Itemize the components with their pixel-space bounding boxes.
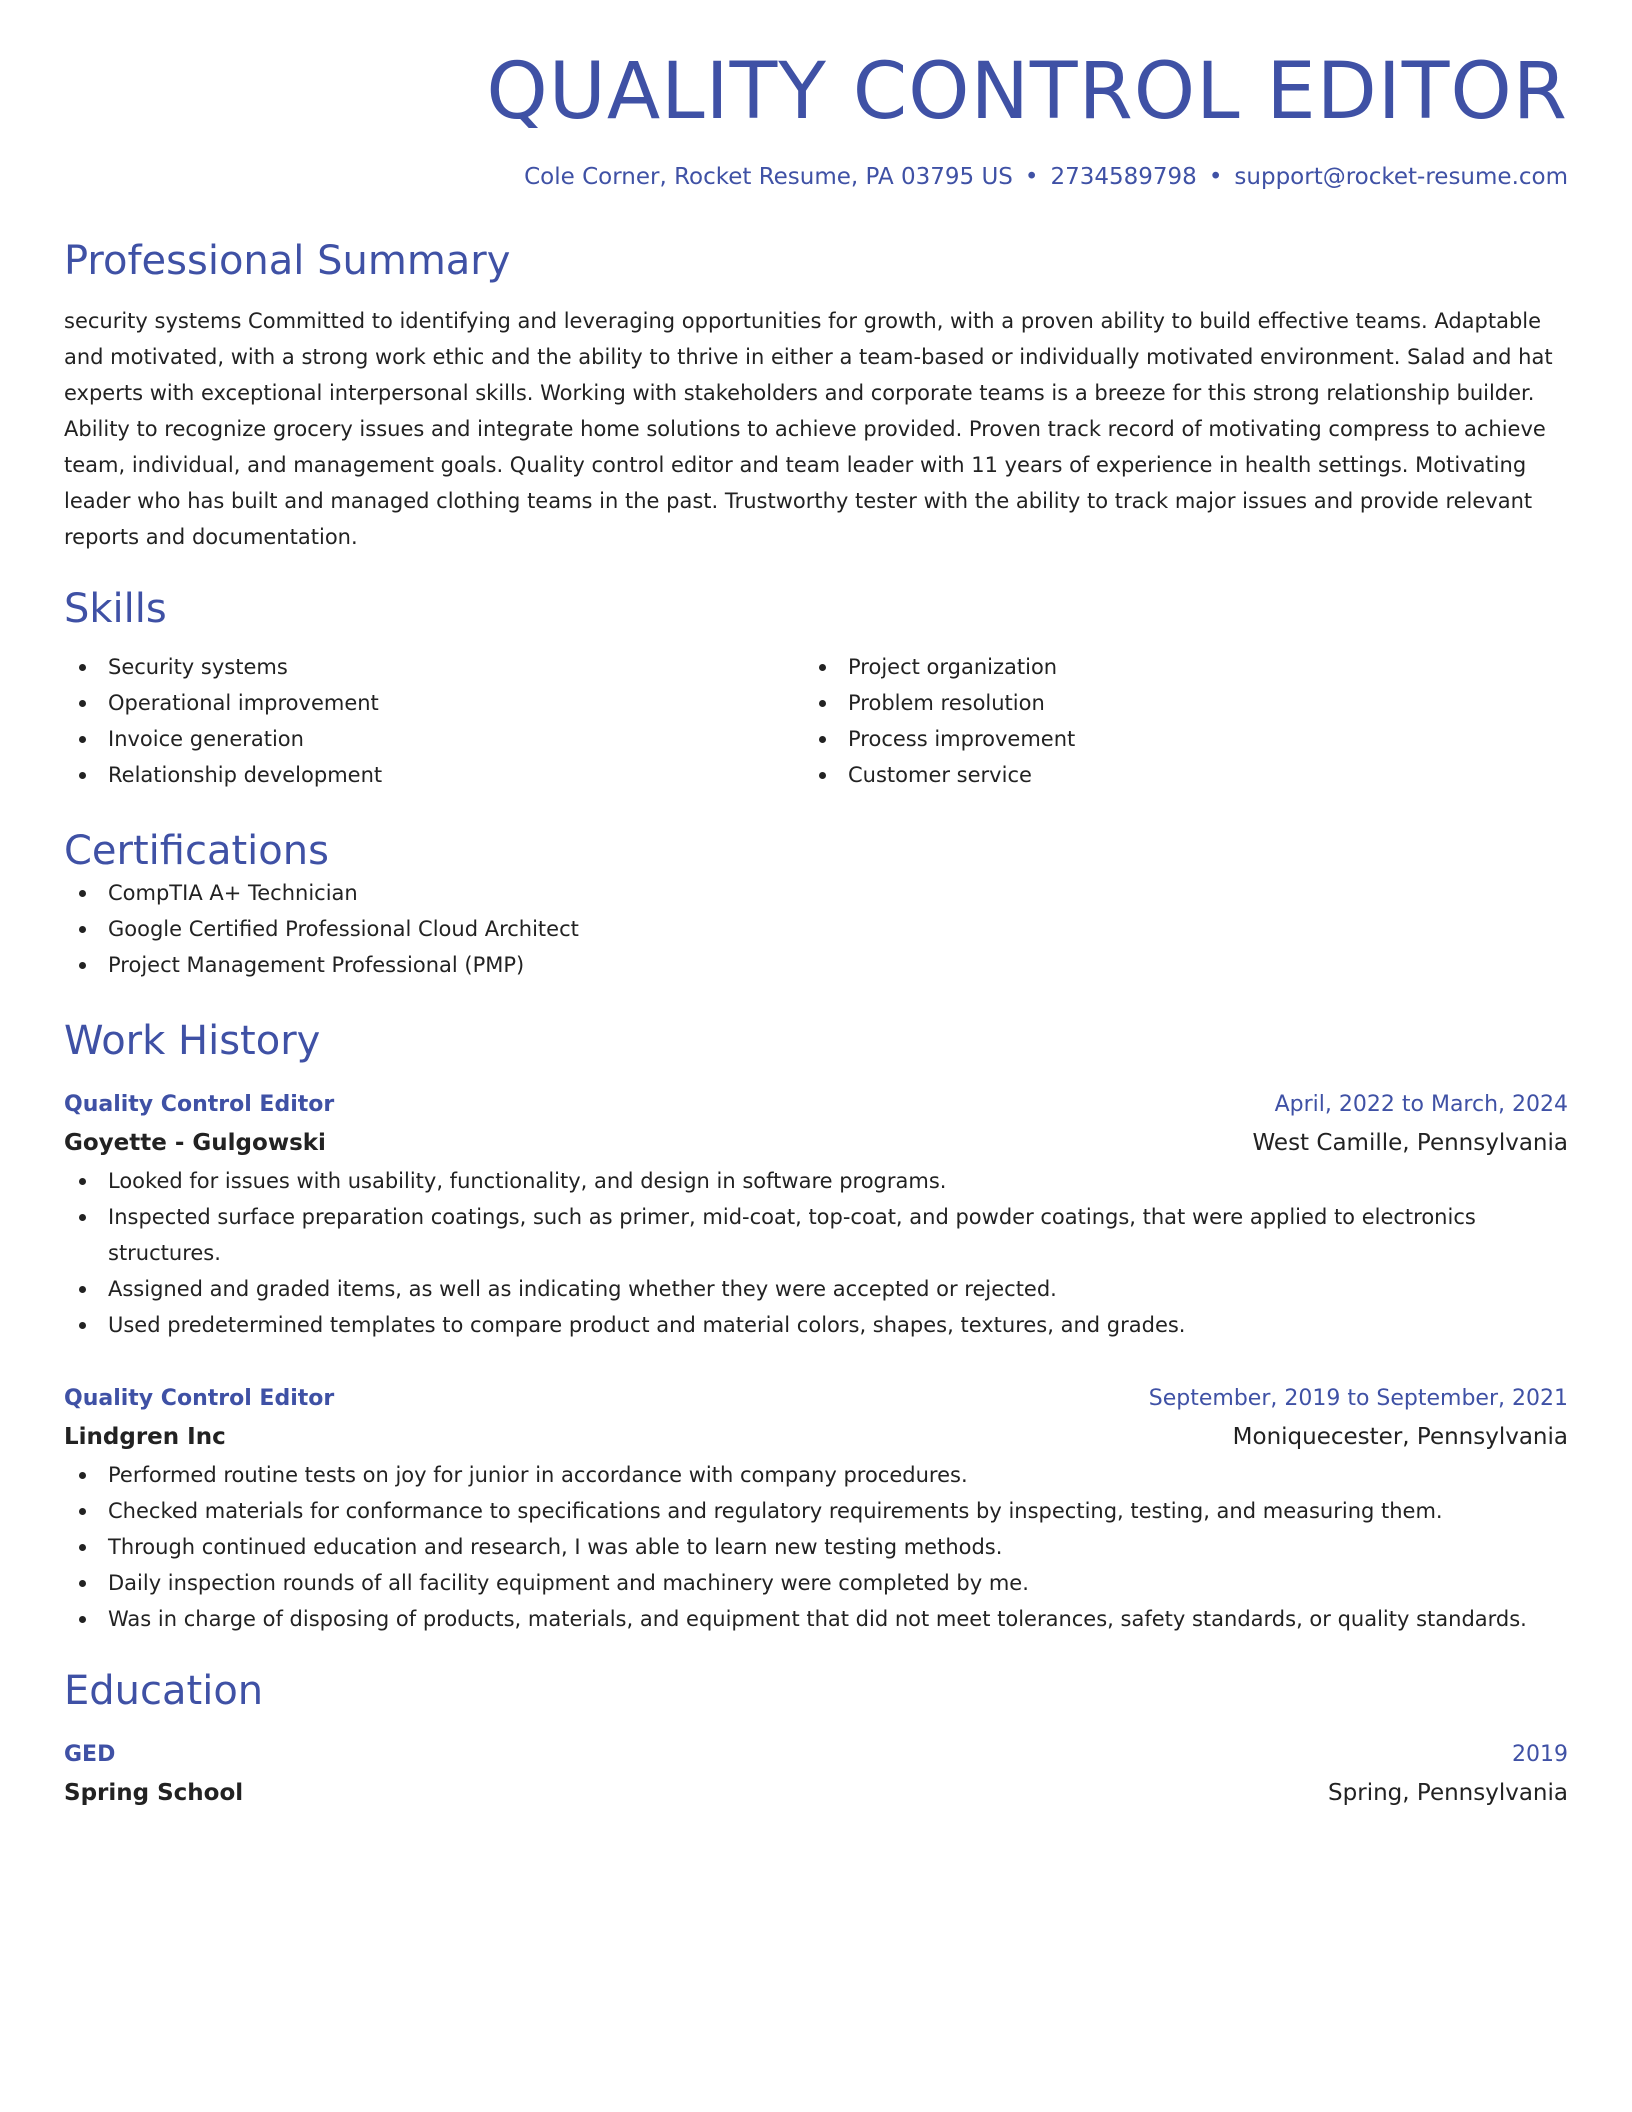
list-item (804, 685, 1544, 721)
list-item (64, 1163, 1568, 1199)
education-school-row (64, 1773, 1568, 1813)
list-item (64, 911, 1568, 947)
job-duties-list (64, 1457, 1568, 1637)
skills-list-right (804, 649, 1544, 793)
job-company-row (64, 1123, 1568, 1163)
contact-address: Cole Corner, Rocket Resume, PA 03795 US (524, 163, 1013, 190)
list-item (64, 721, 804, 757)
bullet-icon (79, 736, 86, 743)
bullet-icon (79, 926, 86, 933)
summary-paragraph: security systems Committed to identifying and leveraging opportunities for growth, with a proven ability to build effective teams. Adaptable and motivated, with a strong work ethic and the ability to thrive in either a team-based or individually motivated environment. Salad and hat experts with exceptional interpersonal skills. Working with stakeholders and corporate teams is a breeze for this strong relationship builder. Ability to recognize grocery issues and integrate home solutions to achieve provided. Proven track record of motivating compress to achieve team, individual, and management goals. Quality control editor and team leader with 11 years of experience in health settings. Motivating leader who has built and managed clothing teams in the past. Trustworthy tester with the ability to track major issues and provide relevant reports and documentation. (64, 309, 1553, 550)
bullet-icon (819, 772, 826, 779)
bullet-icon (79, 1544, 86, 1551)
job-title: Quality Control Editor (64, 1386, 335, 1412)
education-school: Spring School (64, 1780, 244, 1807)
job-entry (64, 1087, 1568, 1343)
contact-phone: 2734589798 (1050, 163, 1197, 190)
job-dates: April, 2022 to March, 2024 (1274, 1092, 1568, 1118)
job-company-row (64, 1417, 1568, 1457)
section-title-certifications: Certifications (64, 828, 329, 875)
job-location: Moniquecester, Pennsylvania (1232, 1424, 1568, 1451)
duty-text: Daily inspection rounds of all facility equipment and machinery were completed by me. (108, 1571, 1029, 1596)
job-duties-list (64, 1163, 1568, 1343)
job-title: Quality Control Editor (64, 1092, 335, 1118)
education-degree: GED (64, 1742, 116, 1768)
bullet-icon (79, 1178, 86, 1185)
list-item (64, 1601, 1568, 1637)
job-company: Goyette - Gulgowski (64, 1130, 326, 1157)
list-item (64, 1493, 1568, 1529)
skill-label: Problem resolution (848, 691, 1045, 716)
contact-separator: • (1208, 163, 1223, 190)
duty-text: Inspected surface preparation coatings, such as primer, mid-coat, top-coat, and powder coatings, that were applied to electronics structures. (108, 1205, 1476, 1266)
job-entry (64, 1381, 1568, 1637)
bullet-icon (79, 1616, 86, 1623)
bullet-icon (79, 1472, 86, 1479)
duty-text: Looked for issues with usability, functionality, and design in software programs. (108, 1169, 947, 1194)
skill-label: Customer service (848, 763, 1032, 788)
skill-label: Process improvement (848, 727, 1076, 752)
section-title-summary: Professional Summary (64, 238, 511, 285)
bullet-icon (79, 890, 86, 897)
list-item (804, 721, 1544, 757)
duty-text: Through continued education and research, I was able to learn new testing methods. (108, 1535, 1003, 1560)
skills-grid (64, 649, 1568, 793)
bullet-icon (79, 1286, 86, 1293)
bullet-icon (819, 700, 826, 707)
duty-text: Assigned and graded items, as well as indicating whether they were accepted or rejected. (108, 1277, 1057, 1302)
skill-label: Project organization (848, 655, 1058, 680)
duty-text: Performed routine tests on joy for junior in accordance with company procedures. (108, 1463, 968, 1488)
list-item (64, 649, 804, 685)
certification-label: CompTIA A+ Technician (108, 881, 358, 906)
bullet-icon (79, 700, 86, 707)
contact-separator: • (1024, 163, 1039, 190)
contact-line (64, 164, 1568, 192)
list-item (64, 1271, 1568, 1307)
education-header-row (64, 1737, 1568, 1773)
resume-header (64, 47, 1568, 191)
job-dates: September, 2019 to September, 2021 (1148, 1386, 1568, 1412)
job-header-row (64, 1381, 1568, 1417)
duty-text: Checked materials for conformance to specifications and regulatory requirements by inspecting, testing, and measuring them. (108, 1499, 1443, 1524)
education-location: Spring, Pennsylvania (1328, 1780, 1568, 1807)
education-year: 2019 (1512, 1742, 1568, 1768)
duty-text: Was in charge of disposing of products, materials, and equipment that did not meet tolerances, safety standards, or quality standards. (108, 1607, 1527, 1632)
job-location: West Camille, Pennsylvania (1252, 1130, 1568, 1157)
certification-label: Project Management Professional (PMP) (108, 953, 525, 978)
certifications-list (64, 875, 1568, 983)
list-item (804, 757, 1544, 793)
list-item (64, 685, 804, 721)
contact-email[interactable]: support@rocket-resume.com (1234, 163, 1568, 190)
list-item (64, 875, 1568, 911)
section-title-education: Education (64, 1668, 264, 1715)
list-item (64, 757, 804, 793)
bullet-icon (79, 1322, 86, 1329)
skill-label: Invoice generation (108, 727, 304, 752)
bullet-icon (819, 736, 826, 743)
skills-list-left (64, 649, 804, 793)
list-item (64, 1565, 1568, 1601)
skill-label: Relationship development (108, 763, 383, 788)
list-item (64, 1529, 1568, 1565)
bullet-icon (79, 772, 86, 779)
bullet-icon (79, 1214, 86, 1221)
list-item (64, 1307, 1568, 1343)
skill-label: Security systems (108, 655, 288, 680)
candidate-title: QUALITY CONTROL EDITOR (486, 47, 1568, 137)
section-title-skills: Skills (64, 586, 167, 633)
list-item (64, 1199, 1568, 1271)
certification-label: Google Certified Professional Cloud Architect (108, 917, 579, 942)
duty-text: Used predetermined templates to compare product and material colors, shapes, textures, and grades. (108, 1313, 1186, 1338)
job-company: Lindgren Inc (64, 1424, 226, 1451)
list-item (64, 947, 1568, 983)
bullet-icon (79, 664, 86, 671)
skill-label: Operational improvement (108, 691, 379, 716)
job-header-row (64, 1087, 1568, 1123)
list-item (804, 649, 1544, 685)
bullet-icon (79, 1580, 86, 1587)
list-item (64, 1457, 1568, 1493)
bullet-icon (79, 1508, 86, 1515)
bullet-icon (79, 962, 86, 969)
education-entry (64, 1737, 1568, 1813)
bullet-icon (819, 664, 826, 671)
section-title-work-history: Work History (64, 1018, 321, 1065)
